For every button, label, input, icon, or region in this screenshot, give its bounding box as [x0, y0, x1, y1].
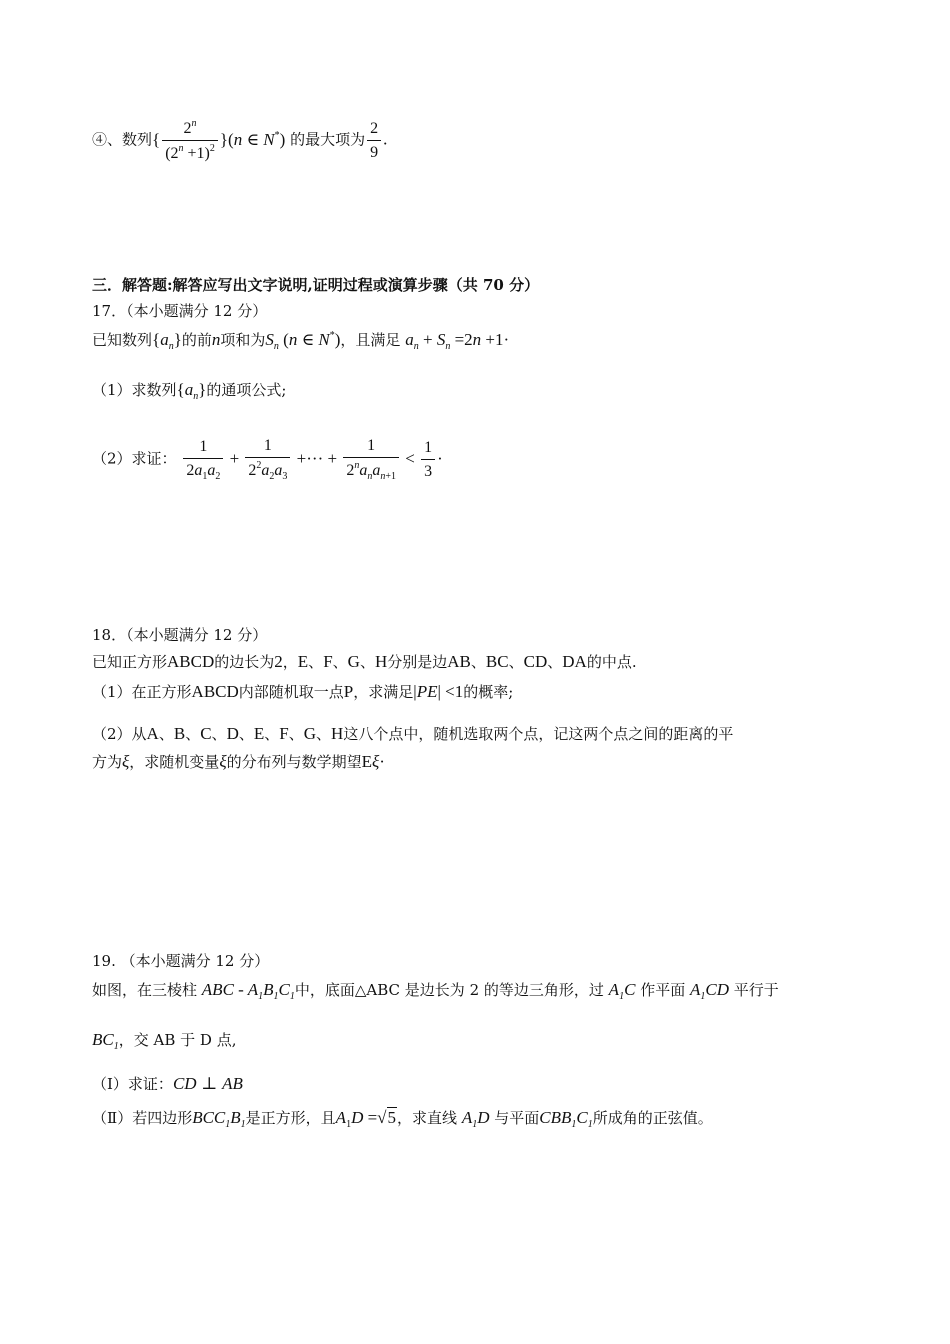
q18-part1: （1）在正方形ABCD内部随机取一点P，求满足|PE| <1的概率;	[92, 682, 514, 701]
q17-inequality: $\frac{1}{2a_1a_2}$ + $\frac{1}{2^2a_2a_3}$ +··· + $\frac{1}{2^na_na_{n+1}}$ < $\frac{1}{3}$ ·	[181, 449, 442, 468]
q17-part1: （1）求数列$\{a_n\}$的通项公式;	[92, 380, 287, 402]
q18-part2-line1: （2）从A、B、C、D、E、F、G、H这八个点中，随机选取两个点，记这两个点之间的距离的平	[92, 724, 734, 743]
q19-part1: （Ⅰ）求证：CD ⊥ AB	[92, 1074, 243, 1093]
q4-prefix: ④、数列	[92, 130, 153, 149]
q19-part2: （Ⅱ）若四边形$BCC_1B_1$是正方形，且$A_1D =√5$，求直线 $A_1D$ 与平面$CBB_1C_1$所成角的正弦值。	[92, 1108, 713, 1130]
q17-header: 17．（本小题满分 12 分）	[92, 302, 268, 320]
q17-known: 已知数列$\{a_n\}$的前n项和为$S_n$ (n ∈ N*)，且满足 $a_n + S_n =2n +1\cdot$	[92, 330, 510, 352]
q4-line: ④、数列{ $\frac{2^n}{(2^n +1)^2}$ }(n ∈ N*) 的最大项为 $\frac{2}{9}$ .	[92, 118, 388, 163]
section3-heading: 三．解答题:解答应写出文字说明,证明过程或演算步骤（共 70 分）	[92, 276, 540, 294]
q18-known: 已知正方形ABCD的边长为2，E、F、G、H分别是边AB、BC、CD、DA的中点.	[92, 652, 637, 671]
q19-line2: $BC_1$，交 AB 于 D 点,	[92, 1030, 237, 1052]
q4-answer-frac: $\frac{2}{9}$	[367, 119, 381, 162]
q18-header: 18．（本小题满分 12 分）	[92, 626, 268, 644]
q17-part2: （2）求证： $\frac{1}{2a_1a_2}$ + $\frac{1}{2^2a_2a_3}$ +··· + $\frac{1}{2^na_na_{n+1}}$ < $\frac{1}{3}$ ·	[92, 437, 443, 483]
q18-part2-line2: 方为ξ，求随机变量ξ的分布列与数学期望Eξ·	[92, 752, 385, 771]
q19-line1: 如图，在三棱柱 ABC - $A_1B_1C_1$中，底面△ABC 是边长为 2 的等边三角形，过 $A_1C$ 作平面 $A_1CD$ 平行于	[92, 980, 779, 1002]
q4-sequence-expr: { $\frac{2^n}{(2^n +1)^2}$ }(n ∈ N*)	[152, 118, 286, 163]
q19-header: 19. （本小题满分 12 分）	[92, 952, 270, 970]
q4-suffix: 的最大项为	[290, 130, 366, 149]
